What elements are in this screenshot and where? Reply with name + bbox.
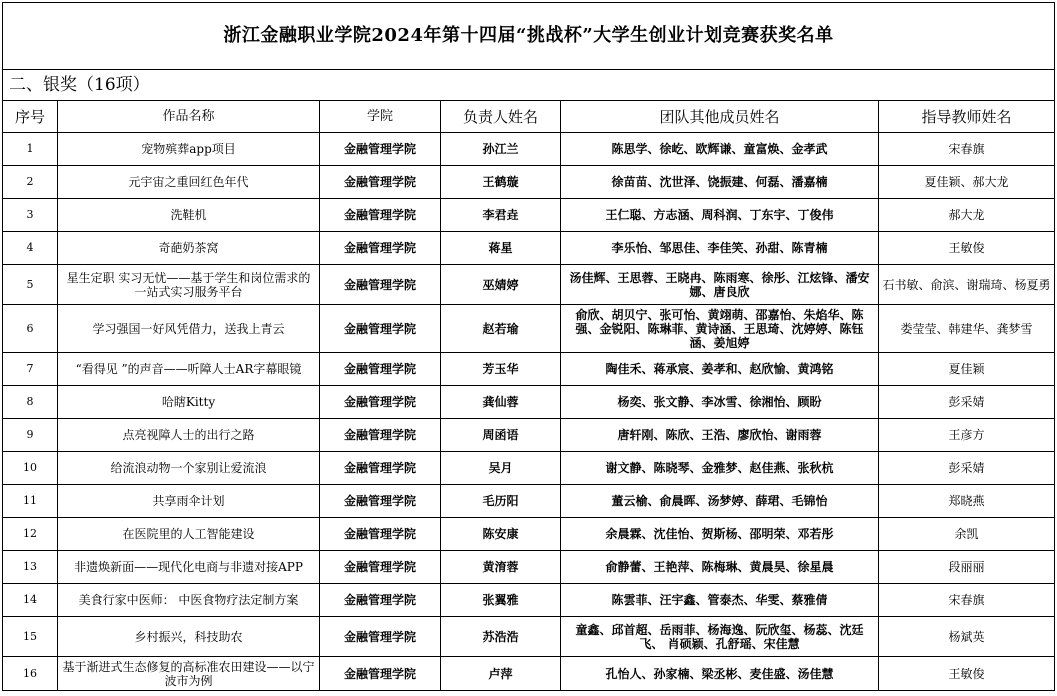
row-no: 1 — [3, 133, 58, 166]
row-members: 杨奕、张文静、李冰雪、徐湘怡、顾盼 — [561, 386, 879, 419]
row-leader: 王鹤璇 — [441, 166, 561, 199]
row-advisor: 夏佳颖 — [879, 353, 1055, 386]
table-row — [3, 386, 1055, 419]
header-advisor: 指导教师姓名 — [879, 101, 1055, 133]
row-members: 孔怡人、孙家楠、梁丞彬、麦佳盛、汤佳慧 — [561, 657, 879, 691]
row-college: 金融管理学院 — [320, 485, 441, 518]
row-project: 乡村振兴，科技助农 — [58, 617, 320, 657]
row-members: 李乐怡、邹思佳、李佳笑、孙甜、陈青楠 — [561, 232, 879, 265]
table-row — [3, 518, 1055, 551]
row-advisor: 余凯 — [879, 518, 1055, 551]
row-leader: 芳玉华 — [441, 353, 561, 386]
table-row — [3, 485, 1055, 518]
table-row — [3, 584, 1055, 617]
row-project: 星生定职 实习无忧——基于学生和岗位需求的一站式实习服务平台 — [58, 265, 320, 305]
row-project: 共享雨伞计划 — [58, 485, 320, 518]
row-leader: 苏浩浩 — [441, 617, 561, 657]
row-leader: 周函语 — [441, 419, 561, 452]
row-college: 金融管理学院 — [320, 265, 441, 305]
row-college: 金融管理学院 — [320, 199, 441, 232]
table-row — [3, 452, 1055, 485]
row-leader: 龚仙蓉 — [441, 386, 561, 419]
row-project: “看得见 ”的声音——听障人士AR字幕眼镜 — [58, 353, 320, 386]
row-no: 13 — [3, 551, 58, 584]
row-leader: 毛历阳 — [441, 485, 561, 518]
row-project: 非遗焕新面——现代化电商与非遗对接APP — [58, 551, 320, 584]
row-college: 金融管理学院 — [320, 419, 441, 452]
row-no: 7 — [3, 353, 58, 386]
row-college: 金融管理学院 — [320, 232, 441, 265]
row-advisor: 王敏俊 — [879, 232, 1055, 265]
row-members: 董云榆、俞晨晖、汤梦婷、薛珺、毛锦怡 — [561, 485, 879, 518]
row-college: 金融管理学院 — [320, 657, 441, 691]
row-advisor: 娄莹莹、韩建华、龚梦雪 — [879, 305, 1055, 353]
row-no: 16 — [3, 657, 58, 691]
row-leader: 陈安康 — [441, 518, 561, 551]
row-leader: 孙江兰 — [441, 133, 561, 166]
row-project: 给流浪动物一个家别让爱流浪 — [58, 452, 320, 485]
row-advisor: 郝大龙 — [879, 199, 1055, 232]
award-table — [2, 2, 1055, 691]
row-leader: 黄淯蓉 — [441, 551, 561, 584]
table-row — [3, 166, 1055, 199]
row-no: 4 — [3, 232, 58, 265]
row-members: 俞静蕾、王艳萍、陈梅琳、黄晨昊、徐星晨 — [561, 551, 879, 584]
row-leader: 卢萍 — [441, 657, 561, 691]
table-row — [3, 199, 1055, 232]
table-row — [3, 133, 1055, 166]
row-advisor: 杨斌英 — [879, 617, 1055, 657]
row-advisor: 彭采婧 — [879, 386, 1055, 419]
row-college: 金融管理学院 — [320, 353, 441, 386]
award-list-sheet — [2, 2, 1054, 691]
row-college: 金融管理学院 — [320, 551, 441, 584]
row-project: 在医院里的人工智能建设 — [58, 518, 320, 551]
row-no: 11 — [3, 485, 58, 518]
row-members: 俞欣、胡贝宁、张可怡、黄翊萌、邵嘉怡、朱焰华、陈强、金锐阳、陈琳菲、黄诗涵、王思琦、沈婷婷、陈钰涵、姜旭婷 — [561, 305, 879, 353]
row-no: 15 — [3, 617, 58, 657]
row-advisor: 郑晓燕 — [879, 485, 1055, 518]
row-no: 6 — [3, 305, 58, 353]
row-leader: 吴月 — [441, 452, 561, 485]
page-title: 浙江金融职业学院2024年第十四届“挑战杯”大学生创业计划竞赛获奖名单 — [3, 3, 1055, 70]
row-members: 童鑫、邱首超、岳雨菲、杨海逸、阮欣玺、杨蕊、沈廷飞、 肖硕颖、孔舒瑶、宋佳慧 — [561, 617, 879, 657]
row-no: 8 — [3, 386, 58, 419]
row-advisor: 宋春旗 — [879, 584, 1055, 617]
row-college: 金融管理学院 — [320, 518, 441, 551]
table-row — [3, 305, 1055, 353]
row-members: 谢文静、陈晓琴、金雅梦、赵佳燕、张秋杭 — [561, 452, 879, 485]
row-members: 陶佳禾、蒋承宸、姜孝和、赵欣愉、黄鸿铭 — [561, 353, 879, 386]
row-project: 宠物殡葬app项目 — [58, 133, 320, 166]
row-college: 金融管理学院 — [320, 386, 441, 419]
row-college: 金融管理学院 — [320, 584, 441, 617]
row-members: 汤佳辉、王思蓉、王晓冉、陈雨寒、徐彤、江炫锋、潘安娜、唐良欣 — [561, 265, 879, 305]
table-row — [3, 265, 1055, 305]
row-college: 金融管理学院 — [320, 452, 441, 485]
row-college: 金融管理学院 — [320, 166, 441, 199]
row-advisor: 王敏俊 — [879, 657, 1055, 691]
row-no: 3 — [3, 199, 58, 232]
header-college: 学院 — [320, 101, 441, 133]
row-project: 哈瞎Kitty — [58, 386, 320, 419]
row-college: 金融管理学院 — [320, 305, 441, 353]
row-no: 12 — [3, 518, 58, 551]
row-project: 元宇宙之重回红色年代 — [58, 166, 320, 199]
row-no: 2 — [3, 166, 58, 199]
row-college: 金融管理学院 — [320, 133, 441, 166]
row-project: 奇葩奶茶窝 — [58, 232, 320, 265]
table-header-row — [3, 101, 1055, 133]
row-members: 陈思学、徐屹、欧辉谦、童富焕、金孝武 — [561, 133, 879, 166]
row-members: 余晨霖、沈佳怡、贺斯杨、邵明荣、邓若彤 — [561, 518, 879, 551]
table-row — [3, 353, 1055, 386]
row-advisor: 王彦方 — [879, 419, 1055, 452]
row-leader: 赵若瑜 — [441, 305, 561, 353]
row-advisor: 彭采婧 — [879, 452, 1055, 485]
row-advisor: 夏佳颖、郝大龙 — [879, 166, 1055, 199]
row-advisor: 段丽丽 — [879, 551, 1055, 584]
header-leader: 负责人姓名 — [441, 101, 561, 133]
row-no: 5 — [3, 265, 58, 305]
header-project: 作品名称 — [58, 101, 320, 133]
section-heading: 二、银奖（16项） — [3, 70, 1055, 101]
row-project: 基于渐进式生态修复的高标准农田建设——以宁波市为例 — [58, 657, 320, 691]
row-members: 徐苗苗、沈世泽、饶振建、何磊、潘嘉楠 — [561, 166, 879, 199]
row-members: 王仁聪、方志涵、周科润、丁东宇、丁俊伟 — [561, 199, 879, 232]
row-no: 9 — [3, 419, 58, 452]
row-college: 金融管理学院 — [320, 617, 441, 657]
header-no: 序号 — [3, 101, 58, 133]
header-members: 团队其他成员姓名 — [561, 101, 879, 133]
row-no: 14 — [3, 584, 58, 617]
table-row — [3, 657, 1055, 691]
row-project: 点亮视障人士的出行之路 — [58, 419, 320, 452]
row-advisor: 石书敏、俞滨、谢瑞琦、杨夏勇 — [879, 265, 1055, 305]
row-leader: 巫婧婷 — [441, 265, 561, 305]
row-members: 陈雲菲、汪宇鑫、管泰杰、华雯、蔡雅倩 — [561, 584, 879, 617]
table-row — [3, 617, 1055, 657]
row-advisor: 宋春旗 — [879, 133, 1055, 166]
row-leader: 蒋星 — [441, 232, 561, 265]
row-leader: 李君垚 — [441, 199, 561, 232]
row-project: 洗鞋机 — [58, 199, 320, 232]
table-row — [3, 232, 1055, 265]
row-project: 美食行家中医师： 中医食物疗法定制方案 — [58, 584, 320, 617]
table-row — [3, 551, 1055, 584]
row-leader: 张翼雅 — [441, 584, 561, 617]
table-row — [3, 419, 1055, 452]
row-project: 学习强国一好风凭借力，送我上青云 — [58, 305, 320, 353]
row-members: 唐轩刚、陈欣、王浩、廖欣怡、谢雨蓉 — [561, 419, 879, 452]
row-no: 10 — [3, 452, 58, 485]
